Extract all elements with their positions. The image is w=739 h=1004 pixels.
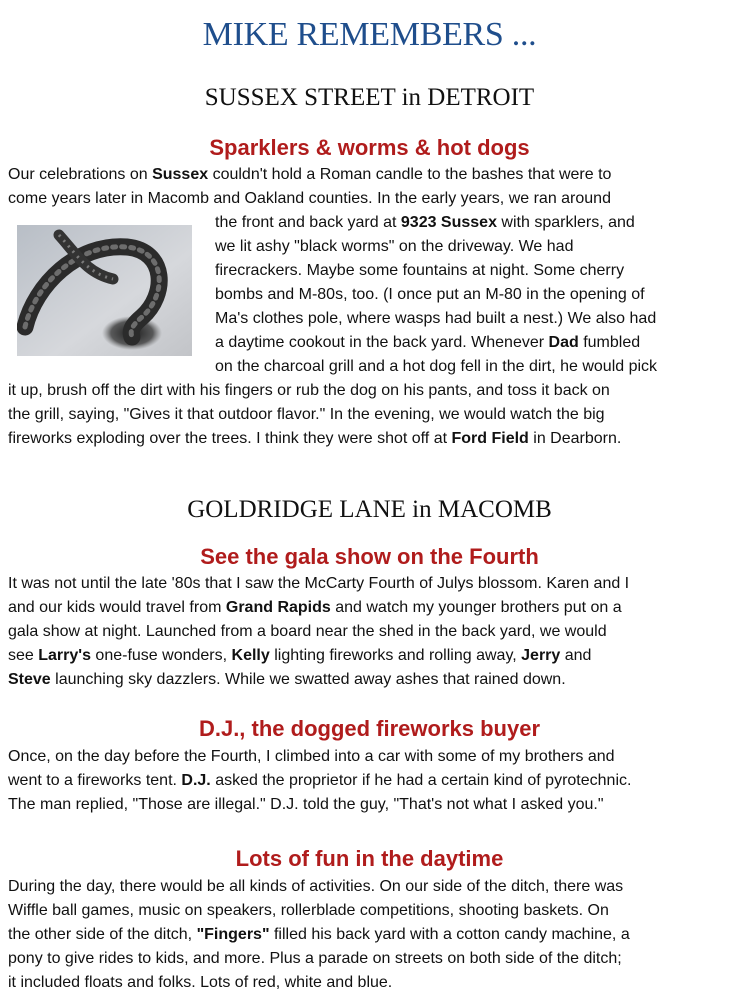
text-run: and <box>560 647 592 664</box>
story-body-daytime <box>8 875 736 995</box>
text-run: come years later in Macomb and Oakland counties. In the early years, we ran around <box>8 190 611 207</box>
text-line <box>8 769 736 793</box>
bold-name: 9323 Sussex <box>400 214 497 231</box>
bold-name: "Fingers" <box>196 926 270 943</box>
text-run: and watch my younger brothers put on a <box>330 599 622 616</box>
black-snake-firework-icon <box>17 225 192 356</box>
page-title: MIKE REMEMBERS ... <box>202 16 537 53</box>
text-line <box>8 947 736 971</box>
text-line <box>8 620 736 644</box>
text-run: the other side of the ditch, <box>8 926 197 943</box>
text-line <box>8 187 736 211</box>
text-run: with sparklers, and <box>496 214 635 231</box>
text-run: launching sky dazzlers. While we swatted away ashes that rained down. <box>50 671 566 688</box>
bold-name: Steve <box>8 671 51 688</box>
section-heading-goldridge: GOLDRIDGE LANE in MACOMB <box>187 496 552 523</box>
story-headline-dj: D.J., the dogged fireworks buyer <box>198 716 541 741</box>
text-line <box>8 379 736 403</box>
text-run: Our celebrations on <box>8 166 153 183</box>
bold-name: Grand Rapids <box>225 599 331 616</box>
text-line <box>8 899 736 923</box>
text-run: filled his back yard with a cotton candy machine, a <box>269 926 630 943</box>
text-run: lighting fireworks and rolling away, <box>269 647 522 664</box>
text-run: firecrackers. Maybe some fountains at night. Some cherry <box>215 262 625 279</box>
text-line <box>8 745 736 769</box>
text-run: pony to give rides to kids, and more. Plus a parade on streets on both side of the ditch; <box>8 950 622 967</box>
story-body-dj <box>8 745 736 817</box>
text-line <box>8 427 736 451</box>
text-run: couldn't hold a Roman candle to the bashes that were to <box>208 166 612 183</box>
text-line <box>8 971 736 995</box>
story-headline-daytime: Lots of fun in the daytime <box>235 846 504 871</box>
text-run: went to a fireworks tent. <box>8 772 182 789</box>
bold-name: Jerry <box>521 647 561 664</box>
text-run: the grill, saying, "Gives it that outdoor flavor." In the evening, we would watch the big <box>8 406 605 423</box>
text-run: It was not until the late '80s that I saw the McCarty Fourth of Julys blossom. Karen and I <box>8 575 630 592</box>
text-run: Once, on the day before the Fourth, I climbed into a car with some of my brothers and <box>8 748 615 765</box>
text-run: and our kids would travel from <box>8 599 226 616</box>
story-headline-sparklers: Sparklers & worms & hot dogs <box>209 135 530 160</box>
text-line <box>8 403 736 427</box>
bold-name: D.J. <box>181 772 211 789</box>
story-headline-gala: See the gala show on the Fourth <box>200 544 539 569</box>
text-run: it included floats and folks. Lots of red, white and blue. <box>8 974 393 991</box>
bold-name: Ford Field <box>451 430 529 447</box>
text-line <box>8 793 736 817</box>
text-run: Wiffle ball games, music on speakers, rollerblade competitions, shooting baskets. On <box>8 902 609 919</box>
story-body-gala <box>8 572 736 692</box>
text-line <box>8 668 736 692</box>
text-run: During the day, there would be all kinds of activities. On our side of the ditch, there was <box>8 878 624 895</box>
text-run: a daytime cookout in the back yard. Whenever <box>215 334 549 351</box>
text-run: on the charcoal grill and a hot dog fell in the dirt, he would pick <box>215 358 658 375</box>
text-run: the front and back yard at <box>215 214 401 231</box>
text-run: one-fuse wonders, <box>90 647 232 664</box>
text-line <box>8 596 736 620</box>
text-run: asked the proprietor if he had a certain kind of pyrotechnic. <box>210 772 632 789</box>
text-line <box>8 572 736 596</box>
text-line <box>8 875 736 899</box>
text-run: we lit ashy "black worms" on the driveway. We had <box>215 238 574 255</box>
text-run: The man replied, "Those are illegal." D.J. told the guy, "That's not what I asked you." <box>8 796 604 813</box>
text-run: Ma's clothes pole, where wasps had built a nest.) We also had <box>215 310 657 327</box>
text-line <box>8 163 736 187</box>
bold-name: Dad <box>548 334 579 351</box>
text-line <box>8 355 736 379</box>
bold-name: Sussex <box>152 166 209 183</box>
text-run: fumbled <box>578 334 641 351</box>
text-line <box>8 923 736 947</box>
bold-name: Larry's <box>38 647 91 664</box>
text-run: gala show at night. Launched from a board near the shed in the back yard, we would <box>8 623 607 640</box>
section-heading-sussex: SUSSEX STREET in DETROIT <box>204 84 535 111</box>
text-run: bombs and M-80s, too. (I once put an M-80 in the opening of <box>215 286 645 303</box>
bold-name: Kelly <box>231 647 270 664</box>
text-run: in Dearborn. <box>528 430 622 447</box>
text-line <box>8 644 736 668</box>
text-run: it up, brush off the dirt with his fingers or rub the dog on his pants, and toss it back on <box>8 382 610 399</box>
text-run: see <box>8 647 39 664</box>
text-run: fireworks exploding over the trees. I think they were shot off at <box>8 430 452 447</box>
